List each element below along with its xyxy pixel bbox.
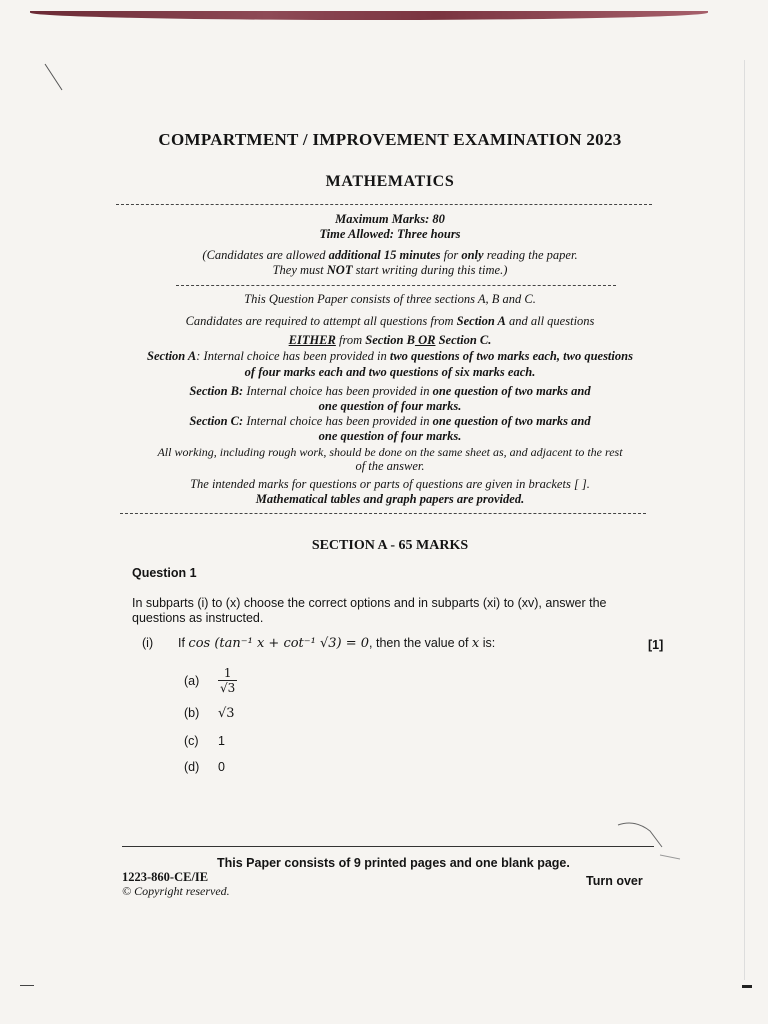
instruction-tables: Mathematical tables and graph papers are provided. [255, 492, 525, 506]
instruction-section-c-2: one question of four marks. [318, 429, 462, 443]
turn-over: Turn over [586, 874, 643, 888]
time-allowed: Time Allowed: Three hours [319, 227, 461, 241]
instruction-attempt: Candidates are required to attempt all questions from Section A and all questions [185, 314, 595, 328]
option-d: (d) 0 [184, 760, 225, 774]
page-edge-mark [742, 985, 752, 988]
option-a: (a) $\frac{1}{√3}$ [184, 666, 236, 695]
instruction-rough-work-2: of the answer. [355, 459, 425, 473]
option-b: (b) √3 [184, 706, 235, 721]
instruction-either-or: EITHER from Section B OR Section C. [288, 333, 492, 347]
divider-bottom [120, 513, 646, 514]
instruction-section-a-2: of four marks each and two questions of six marks each. [244, 365, 536, 379]
question-label: Question 1 [132, 566, 197, 580]
question-intro: In subparts (i) to (x) choose the correct options and in subparts (xi) to (xv), answer the questions as instructed. [132, 596, 607, 625]
page-edge [744, 60, 745, 980]
math-expression: cos (tan⁻¹ x + cot⁻¹ √3) = 0 [188, 636, 370, 651]
option-c: (c) 1 [184, 734, 225, 748]
subpart-number: (i) [142, 636, 154, 650]
instruction-section-b-1: Section B: Internal choice has been provided in one question of two marks and [189, 384, 591, 398]
divider-mid [176, 285, 616, 286]
page-edge-mark-left [20, 985, 34, 986]
subpart-question: If cos (tan⁻¹ x + cot⁻¹ √3) = 0, then the value of x is: [178, 636, 496, 651]
copyright: © Copyright reserved. [122, 884, 230, 898]
reading-time-line-2: They must NOT start writing during this time.) [272, 263, 508, 277]
exam-title: COMPARTMENT / IMPROVEMENT EXAMINATION 2023 [158, 130, 622, 149]
instruction-sections: This Question Paper consists of three sections A, B and C. [244, 292, 536, 306]
instruction-marks: The intended marks for questions or parts of questions are given in brackets [ ]. [190, 477, 590, 491]
divider-top [116, 204, 652, 205]
instruction-section-b-2: one question of four marks. [318, 399, 462, 413]
pen-mark [40, 60, 80, 100]
instruction-section-c-1: Section C: Internal choice has been provided in one question of two marks and [189, 414, 591, 428]
paper-code: 1223-860-CE/IE [122, 870, 209, 884]
reading-time-line-1: (Candidates are allowed additional 15 minutes for only reading the paper. [202, 248, 578, 262]
instruction-section-a-1: Section A: Internal choice has been provided in two questions of two marks each, two questions [147, 349, 633, 363]
instruction-rough-work-1: All working, including rough work, should be done on the same sheet as, and adjacent to the rest [157, 445, 623, 459]
page-count-note: This Paper consists of 9 printed pages and one blank page. [217, 856, 570, 870]
subject-title: MATHEMATICS [325, 173, 455, 190]
fraction: $\frac{1}{√3}$ [220, 666, 236, 695]
footer-rule [122, 846, 654, 847]
exam-page [110, 0, 670, 1024]
max-marks: Maximum Marks: 80 [335, 212, 445, 226]
subpart-marks: [1] [648, 638, 664, 652]
section-heading: SECTION A - 65 MARKS [311, 538, 469, 553]
